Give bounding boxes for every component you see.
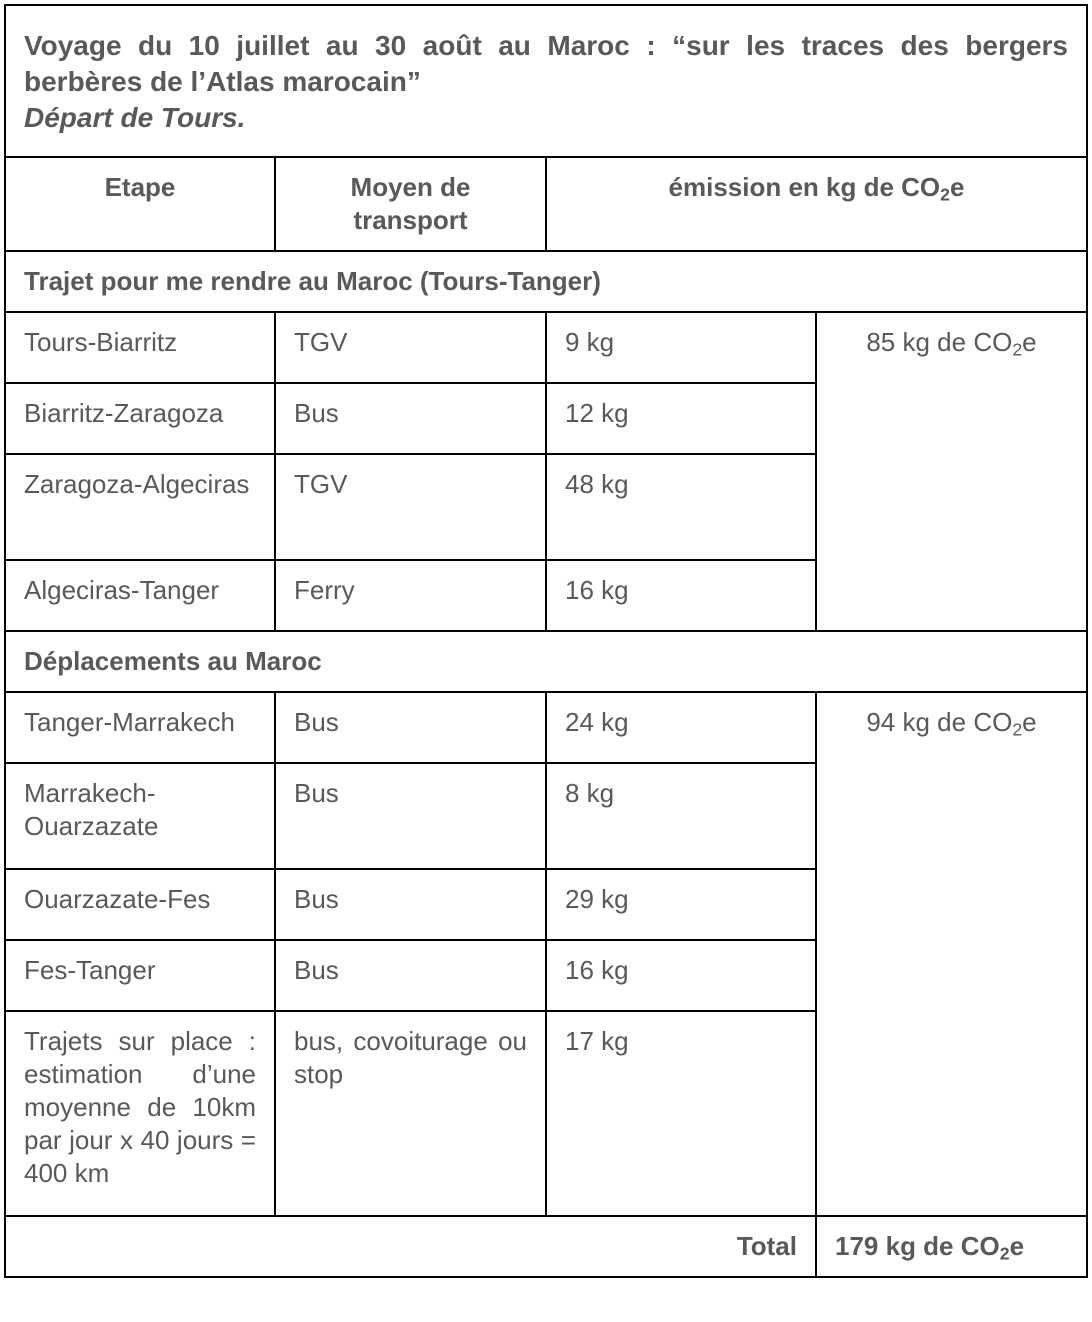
trip-subtitle: Départ de Tours. xyxy=(24,102,246,133)
etape-cell: Algeciras-Tanger xyxy=(5,560,275,631)
transport-cell: Bus xyxy=(275,869,546,940)
co2-emissions-table xyxy=(4,4,1088,1278)
emission-cell: 16 kg xyxy=(546,940,816,1011)
transport-cell: bus, covoiturage ou stop xyxy=(275,1011,546,1216)
section-header-row xyxy=(5,631,1087,692)
subtotal-suffix: e xyxy=(1022,707,1037,737)
emission-cell: 24 kg xyxy=(546,692,816,763)
section-title-trajet: Trajet pour me rendre au Maroc (Tours-Tanger) xyxy=(5,251,1087,312)
total-value-subscript: 2 xyxy=(999,1243,1010,1264)
title-row xyxy=(5,5,1087,157)
header-emission-subscript: 2 xyxy=(940,184,950,205)
header-emission xyxy=(546,157,1087,251)
transport-cell: Bus xyxy=(275,383,546,454)
etape-cell: Ouarzazate-Fes xyxy=(5,869,275,940)
title-cell xyxy=(5,5,1087,157)
emission-cell: 9 kg xyxy=(546,312,816,383)
etape-cell: Trajets sur place : estimation d’une moyenne de 10km par jour x 40 jours = 400 km xyxy=(5,1011,275,1216)
subtotal-subscript: 2 xyxy=(1012,339,1023,360)
subtotal-cell-trajet xyxy=(816,312,1087,631)
header-etape: Etape xyxy=(5,157,275,251)
emission-cell: 48 kg xyxy=(546,454,816,560)
header-emission-text: émission en kg de CO xyxy=(668,172,941,202)
subtotal-suffix: e xyxy=(1022,327,1037,357)
emission-cell: 8 kg xyxy=(546,763,816,869)
table-row xyxy=(5,312,1087,383)
section-title-maroc: Déplacements au Maroc xyxy=(5,631,1087,692)
header-transport: Moyen de transport xyxy=(275,157,546,251)
trip-title: Voyage du 10 juillet au 30 août au Maroc : “sur les traces des bergers berbères de l’Atlas marocain” xyxy=(24,30,1068,97)
etape-cell: Marrakech-Ouarzazate xyxy=(5,763,275,869)
emission-cell: 29 kg xyxy=(546,869,816,940)
total-value xyxy=(816,1216,1087,1277)
header-row xyxy=(5,157,1087,251)
header-emission-suffix: e xyxy=(950,172,965,202)
emission-cell: 17 kg xyxy=(546,1011,816,1216)
etape-cell: Tanger-Marrakech xyxy=(5,692,275,763)
table-row xyxy=(5,692,1087,763)
transport-cell: TGV xyxy=(275,454,546,560)
subtotal-cell-maroc xyxy=(816,692,1087,1216)
total-row xyxy=(5,1216,1087,1277)
section-header-row xyxy=(5,251,1087,312)
emission-cell: 12 kg xyxy=(546,383,816,454)
transport-cell: TGV xyxy=(275,312,546,383)
etape-cell: Biarritz-Zaragoza xyxy=(5,383,275,454)
subtotal-text: 85 kg de CO xyxy=(866,327,1013,357)
emission-cell: 16 kg xyxy=(546,560,816,631)
transport-cell: Ferry xyxy=(275,560,546,631)
total-value-text: 179 kg de CO xyxy=(835,1231,1000,1261)
total-label: Total xyxy=(5,1216,816,1277)
etape-cell: Tours-Biarritz xyxy=(5,312,275,383)
subtotal-text: 94 kg de CO xyxy=(866,707,1013,737)
transport-cell: Bus xyxy=(275,692,546,763)
subtotal-subscript: 2 xyxy=(1012,719,1023,740)
etape-cell: Fes-Tanger xyxy=(5,940,275,1011)
transport-cell: Bus xyxy=(275,940,546,1011)
etape-cell: Zaragoza-Algeciras xyxy=(5,454,275,560)
total-value-suffix: e xyxy=(1009,1231,1025,1261)
transport-cell: Bus xyxy=(275,763,546,869)
